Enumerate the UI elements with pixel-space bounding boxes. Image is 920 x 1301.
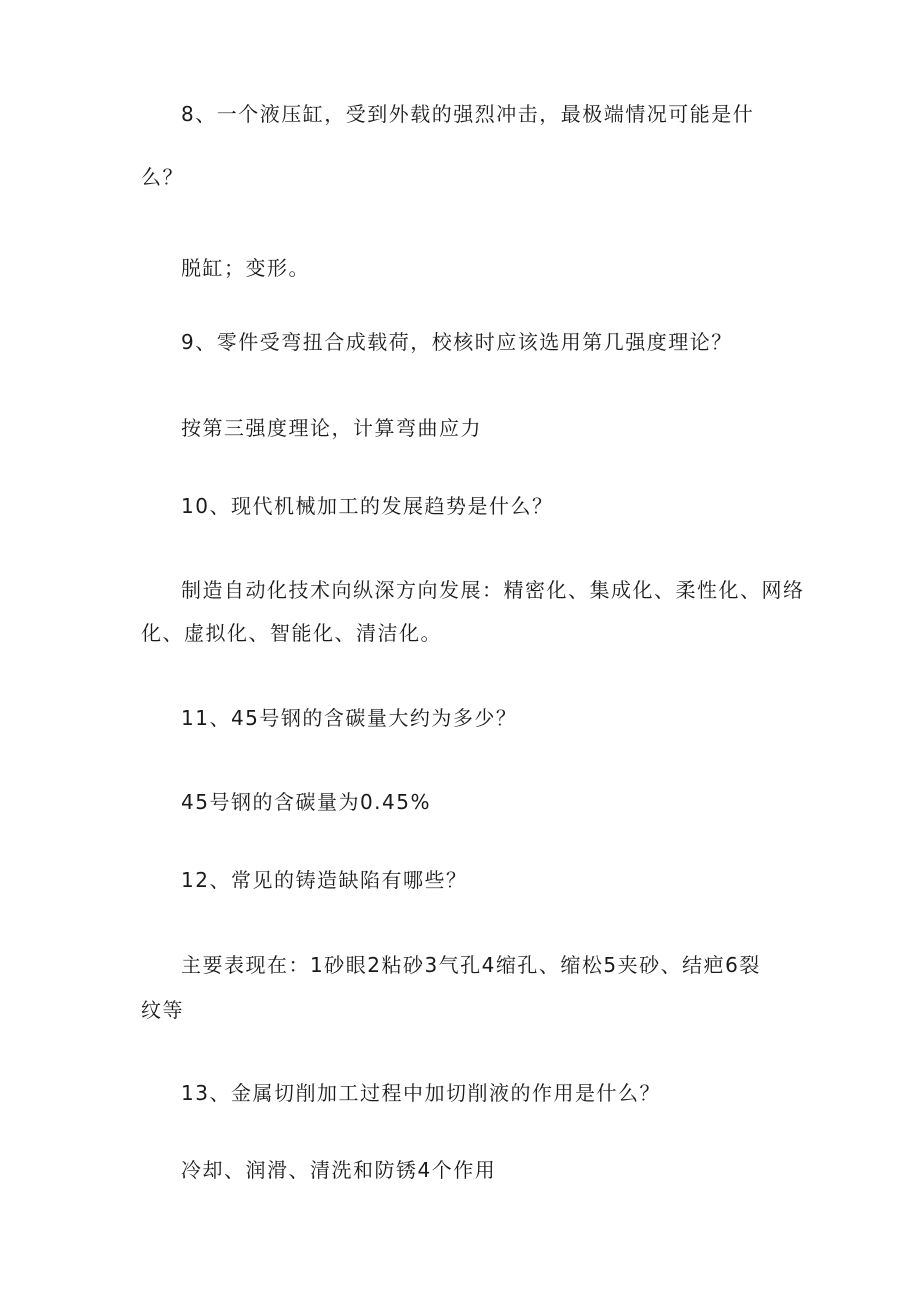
question-9-line-1: 9、零件受弯扭合成载荷，校核时应该选用第几强度理论？ [181, 330, 733, 354]
answer-12-line-2: 纹等 [141, 998, 184, 1022]
answer-13-line-1: 冷却、润滑、清洗和防锈4个作用 [181, 1158, 497, 1182]
question-8 [141, 104, 781, 187]
answer-11-line-1: 45号钢的含碳量为0.45% [181, 790, 431, 814]
answer-8-line-1: 脱缸；变形。 [181, 256, 310, 280]
answer-13 [141, 1160, 781, 1180]
question-11-line-1: 11、45号钢的含碳量大约为多少？ [181, 706, 518, 730]
question-10-line-1: 10、现代机械加工的发展趋势是什么？ [181, 494, 554, 518]
answer-10-line-1: 制造自动化技术向纵深方向发展：精密化、集成化、柔性化、网络 [181, 578, 805, 602]
question-12-line-1: 12、常见的铸造缺陷有哪些？ [181, 868, 468, 892]
question-9 [141, 332, 781, 352]
question-13 [141, 1083, 781, 1103]
question-12 [141, 870, 781, 890]
answer-12 [141, 955, 781, 1020]
answer-10-line-2: 化、虚拟化、智能化、清洁化。 [141, 621, 442, 645]
answer-12-line-1: 主要表现在：1砂眼2粘砂3气孔4缩孔、缩松5夹砂、结疤6裂 [181, 953, 761, 977]
question-13-line-1: 13、金属切削加工过程中加切削液的作用是什么？ [181, 1081, 661, 1105]
question-10 [141, 496, 781, 516]
question-11 [141, 708, 781, 728]
answer-8 [141, 258, 781, 278]
answer-10 [141, 578, 805, 645]
answer-11 [141, 792, 781, 812]
question-8-line-1: 8、一个液压缸，受到外载的强烈冲击，最极端情况可能是什 [181, 102, 755, 126]
answer-9 [141, 418, 781, 438]
question-8-line-2: 么？ [141, 165, 184, 189]
answer-9-line-1: 按第三强度理论，计算弯曲应力 [181, 416, 482, 440]
